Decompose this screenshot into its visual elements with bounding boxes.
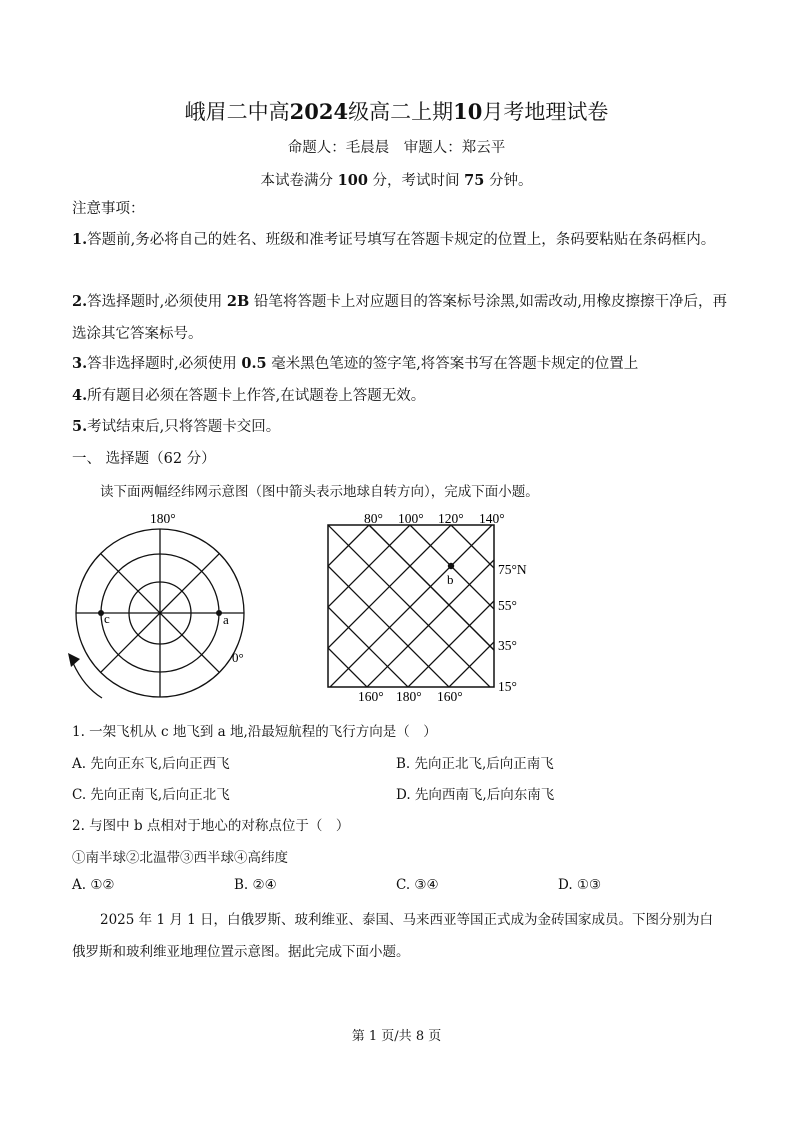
right-label-15: 15°: [498, 679, 517, 694]
q1-option-c: C. 先向正南飞,后向正北飞: [72, 787, 230, 803]
q2-choices-line: ①南半球②北温带③西半球④高纬度: [72, 850, 288, 866]
notice-item-3: 3.答非选择题时,必须使用 0.5 毫米黑色笔迹的签字笔,将答案书写在答题卡规定的位置上: [72, 355, 639, 372]
rect-graticule-figure: [320, 505, 540, 705]
top-label-100: 100°: [398, 511, 424, 526]
q1-option-a: A. 先向正东飞,后向正西飞: [72, 756, 230, 772]
polar-graticule-figure: [62, 505, 262, 705]
q2-option-d: D. ①③: [558, 877, 602, 893]
top-label-120: 120°: [438, 511, 464, 526]
right-label-75n: 75°N: [498, 562, 527, 577]
point-a: [216, 610, 222, 616]
bottom-label-160-right: 160°: [437, 689, 463, 704]
bottom-label-160-left: 160°: [358, 689, 384, 704]
top-label-140: 140°: [479, 511, 505, 526]
bottom-label-180: 180°: [396, 689, 422, 704]
question-1-stem: 1. 一架飞机从 c 地飞到 a 地,沿最短航程的飞行方向是（ ）: [72, 724, 437, 740]
label-a: a: [223, 612, 229, 627]
notice-item-2: 2.答选择题时,必须使用 2B 铅笔将答题卡上对应题目的答案标号涂黑,如需改动,用橡皮擦擦干净后，再选涂其它答案标号。: [72, 293, 728, 342]
point-b: [448, 563, 454, 569]
top-label-80: 80°: [364, 511, 383, 526]
authors-line: 命题人：毛晨晨 审题人：郑云平: [287, 140, 506, 156]
score-time-line: 本试卷满分 100 分，考试时间 75 分钟。: [260, 172, 533, 189]
page-title: 峨眉二中高2024级高二上期10月考地理试卷: [184, 99, 609, 124]
q2-option-c: C. ③④: [396, 877, 439, 893]
label-180: 180°: [150, 511, 176, 526]
question-2-stem: 2. 与图中 b 点相对于地心的对称点位于（ ）: [72, 818, 350, 834]
label-c: c: [104, 611, 110, 626]
graticule-lines: [328, 505, 494, 705]
q2-option-b: B. ②④: [234, 877, 277, 893]
section-heading: 一、 选择题（62 分）: [72, 451, 216, 467]
rotation-arrow: [73, 663, 102, 698]
q1-option-d: D. 先向西南飞,后向东南飞: [396, 787, 555, 803]
q2-option-a: A. ①②: [72, 877, 115, 893]
notice-item-4: 4.所有题目必须在答题卡上作答,在试题卷上答题无效。: [72, 387, 426, 404]
passage-line-2: 俄罗斯和玻利维亚地理位置示意图。据此完成下面小题。: [72, 944, 410, 960]
section-intro: 读下面两幅经纬网示意图（图中箭头表示地球自转方向），完成下面小题。: [100, 484, 539, 500]
notice-item-1: 1.答题前,务必将自己的姓名、班级和准考证号填写在答题卡规定的位置上，条码要粘贴在条码框内。: [72, 231, 716, 248]
right-label-55: 55°: [498, 598, 517, 613]
label-b: b: [447, 572, 454, 587]
label-0: 0°: [232, 650, 244, 665]
passage-line-1: 2025 年 1 月 1 日，白俄罗斯、玻利维亚、泰国、马来西亚等国正式成为金砖国家成员。下图分别为白: [100, 912, 713, 928]
page-footer: 第 1 页/共 8 页: [351, 1029, 442, 1044]
notice-item-5: 5.考试结束后,只将答题卡交回。: [72, 418, 281, 435]
notice-heading: 注意事项：: [72, 201, 145, 217]
right-label-35: 35°: [498, 638, 517, 653]
q1-option-b: B. 先向正北飞,后向正南飞: [396, 756, 554, 772]
